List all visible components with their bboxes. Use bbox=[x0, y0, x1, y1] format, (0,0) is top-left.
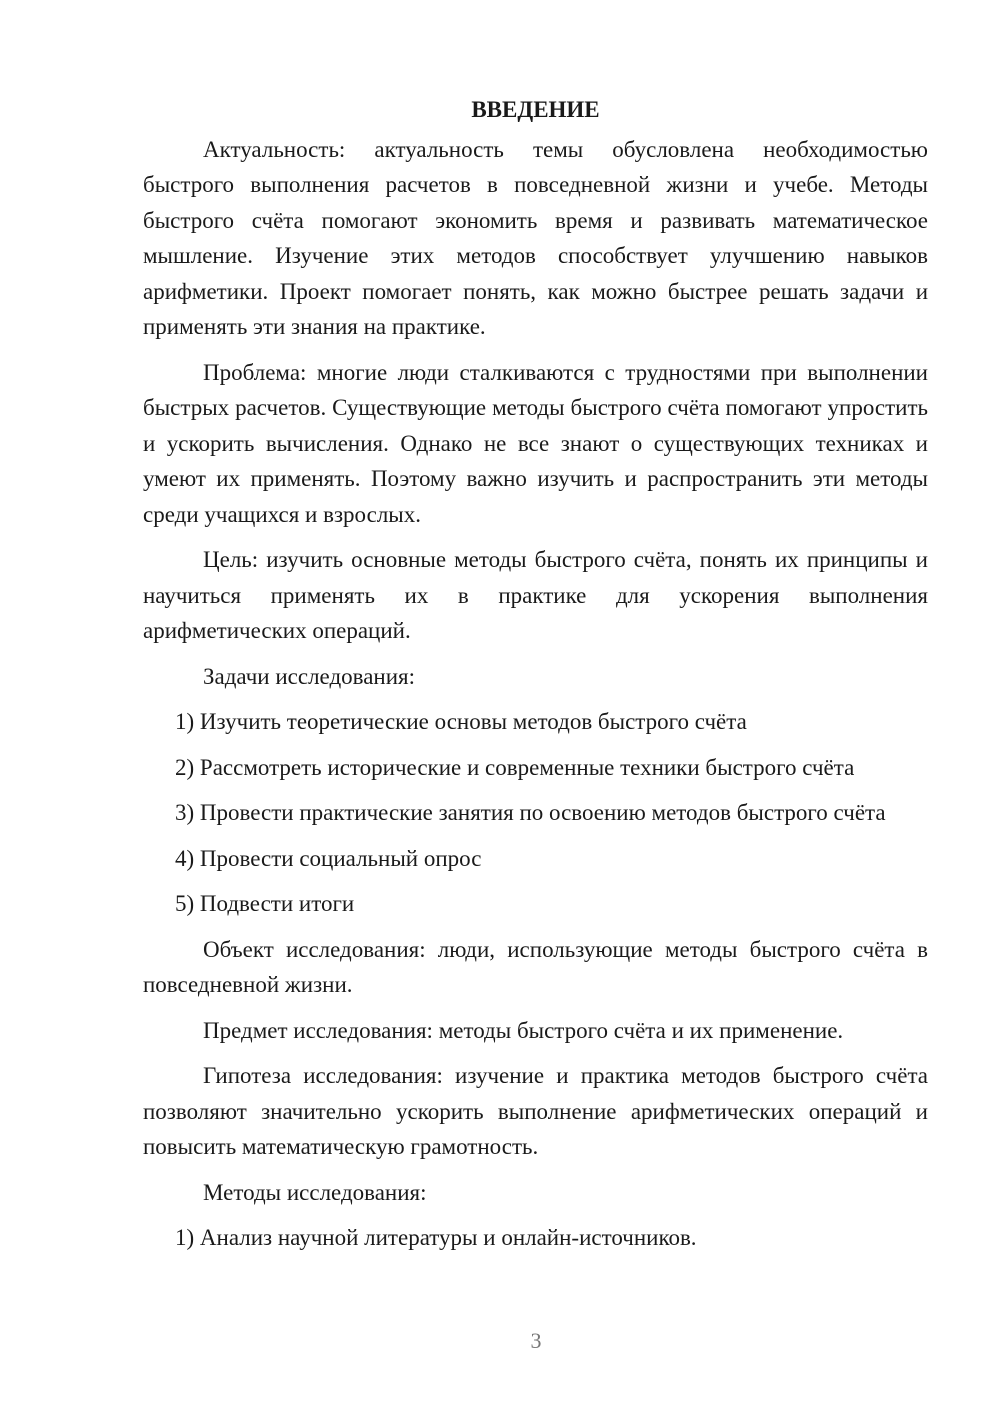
object-paragraph: Объект исследования: люди, использующие методы быстрого счёта в повседневной жизни. bbox=[143, 936, 928, 997]
task-item: 1) Изучить теоретические основы методов быстрого счёта bbox=[175, 709, 747, 734]
section-title: ВВЕДЕНИЕ bbox=[471, 97, 600, 122]
task-item: 3) Провести практические занятия по освоению методов быстрого счёта bbox=[175, 800, 886, 825]
tasks-heading: Задачи исследования: bbox=[203, 663, 416, 689]
hypothesis-paragraph: Гипотеза исследования: изучение и практика методов быстрого счёта позволяют значительно ускорить выполнение арифметических операций и повысить математическую грамотность. bbox=[143, 1063, 928, 1159]
page-body bbox=[143, 92, 928, 1266]
task-item: 2) Рассмотреть исторические и современные техники быстрого счёта bbox=[175, 754, 855, 780]
page-number: 3 bbox=[530, 1328, 542, 1353]
subject-paragraph: Предмет исследования: методы быстрого счёта и их применение. bbox=[203, 1017, 844, 1043]
task-item: 4) Провести социальный опрос bbox=[175, 845, 482, 871]
method-item: 1) Анализ научной литературы и онлайн-источников. bbox=[175, 1225, 697, 1250]
methods-heading: Методы исследования: bbox=[203, 1179, 427, 1205]
relevance-paragraph: Актуальность: актуальность темы обусловлена необходимостью быстрого выполнения расчетов в повседневной жизни и учебе. Методы быстрого счёта помогают экономить время и развивать математическое мышление. Изучение этих методов способствует улучшению навыков арифметики. Проект помогает понять, как можно быстрее решать задачи и применять эти знания на практике. bbox=[143, 136, 928, 339]
goal-paragraph: Цель: изучить основные методы быстрого счёта, понять их принципы и научиться применять их в практике для ускорения выполнения арифметических операций. bbox=[143, 547, 928, 643]
task-item: 5) Подвести итоги bbox=[175, 891, 355, 916]
problem-paragraph: Проблема: многие люди сталкиваются с трудностями при выполнении быстрых расчетов. Существующие методы быстрого счёта помогают упростить и ускорить вычисления. Однако не все знают о существующих техниках и умеют их применять. Поэтому важно изучить и распространить эти методы среди учащихся и взрослых. bbox=[143, 359, 928, 527]
